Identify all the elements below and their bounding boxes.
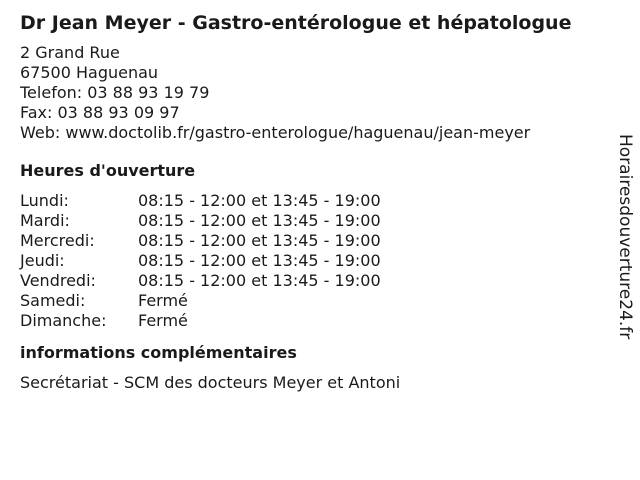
day-label: Mardi: <box>20 211 70 230</box>
street-address: 2 Grand Rue <box>20 43 120 62</box>
watermark-text: Horairesdouverture24.fr <box>615 134 635 340</box>
hours-row-thursday <box>20 251 610 271</box>
time-value: 08:15 - 12:00 et 13:45 - 19:00 <box>138 231 381 250</box>
listing-page <box>20 9 610 393</box>
site-watermark <box>612 134 638 346</box>
time-value: 08:15 - 12:00 et 13:45 - 19:00 <box>138 271 381 290</box>
day-label: Dimanche: <box>20 311 107 330</box>
day-label: Mercredi: <box>20 231 95 250</box>
hours-row-monday <box>20 191 610 211</box>
hours-row-friday <box>20 271 610 291</box>
day-label: Vendredi: <box>20 271 96 290</box>
address-block <box>20 43 610 143</box>
opening-hours-heading: Heures d'ouverture <box>20 161 196 180</box>
hours-row-saturday <box>20 291 610 311</box>
day-label: Lundi: <box>20 191 69 210</box>
time-value: 08:15 - 12:00 et 13:45 - 19:00 <box>138 211 381 230</box>
time-value: 08:15 - 12:00 et 13:45 - 19:00 <box>138 251 381 270</box>
page-title: Dr Jean Meyer - Gastro-entérologue et hépatologue <box>20 12 572 34</box>
time-value: 08:15 - 12:00 et 13:45 - 19:00 <box>138 191 381 210</box>
hours-row-sunday <box>20 311 610 331</box>
additional-info-heading: informations complémentaires <box>20 343 297 362</box>
day-label: Samedi: <box>20 291 86 310</box>
hours-row-tuesday <box>20 211 610 231</box>
additional-info-text: Secrétariat - SCM des docteurs Meyer et Antoni <box>20 373 401 392</box>
website-link[interactable]: Web: www.doctolib.fr/gastro-enterologue/haguenau/jean-meyer <box>20 123 531 142</box>
hours-row-wednesday <box>20 231 610 251</box>
time-value: Fermé <box>138 291 188 310</box>
phone-number: Telefon: 03 88 93 19 79 <box>20 83 210 102</box>
opening-hours-table <box>20 191 610 331</box>
city-postcode: 67500 Haguenau <box>20 63 159 82</box>
fax-number: Fax: 03 88 93 09 97 <box>20 103 180 122</box>
time-value: Fermé <box>138 311 188 330</box>
day-label: Jeudi: <box>20 251 65 270</box>
